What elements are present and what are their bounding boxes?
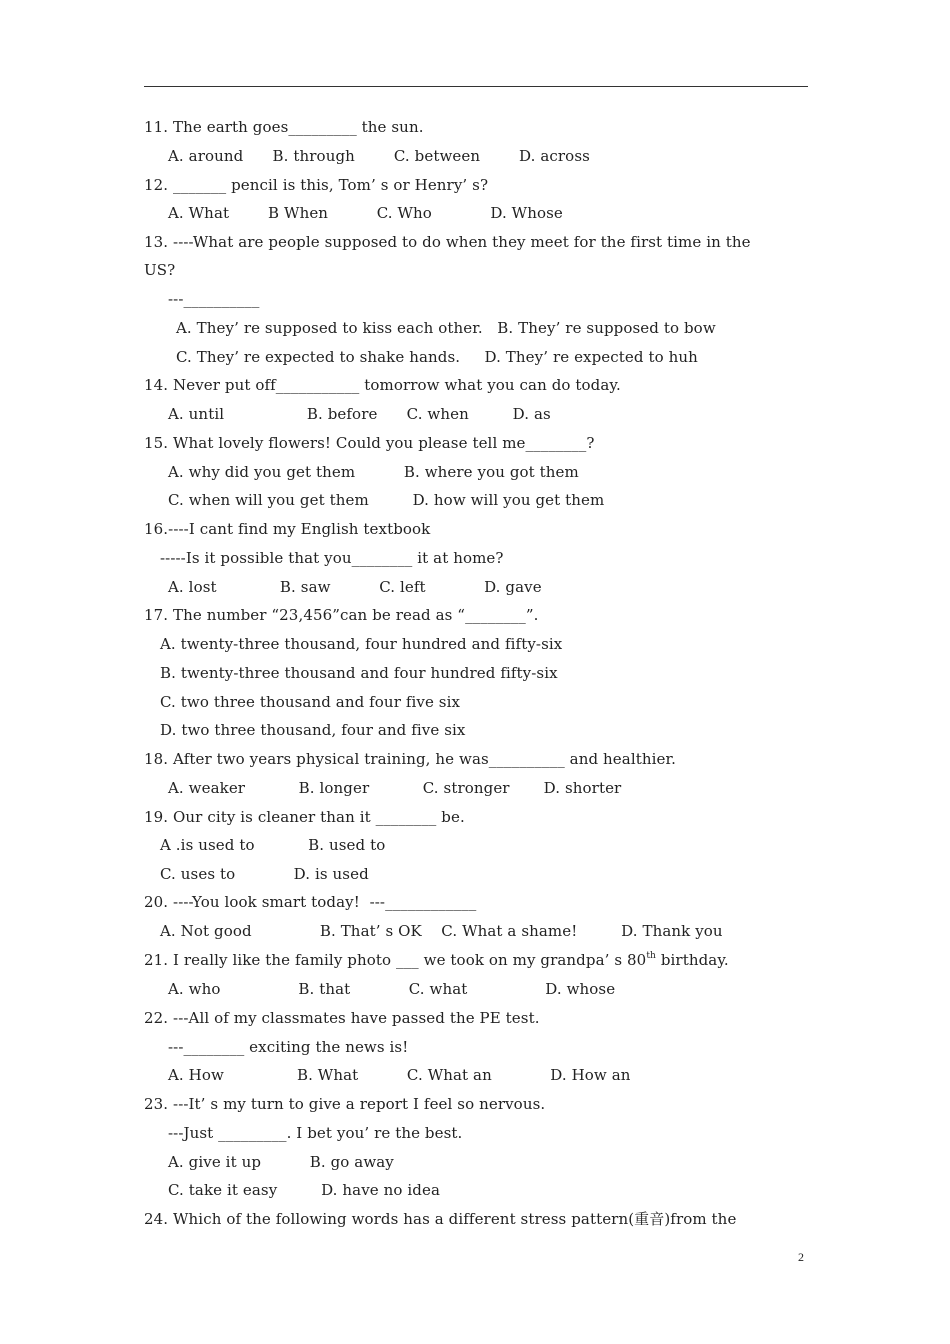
question-15-options-ab: A. why did you get them B. where you got them <box>168 463 579 481</box>
question-23-options-ab: A. give it up B. go away <box>168 1153 394 1171</box>
question-15-options-cd: C. when will you get them D. how will you get them <box>168 491 605 509</box>
question-11: 11. The earth goes_________ the sun. <box>144 118 424 136</box>
question-15: 15. What lovely flowers! Could you please tell me________? <box>144 434 595 452</box>
header-rule <box>144 86 808 87</box>
question-21-text: 21. I really like the family photo ___ we took on my grandpa’ s 80 <box>144 951 647 969</box>
question-17-option-d: D. two three thousand, four and five six <box>160 721 466 739</box>
question-14: 14. Never put off___________ tomorrow what you can do today. <box>144 376 621 394</box>
ordinal-suffix: th <box>646 951 656 961</box>
question-23: 23. ---It’ s my turn to give a report I feel so nervous. <box>144 1095 546 1113</box>
question-18: 18. After two years physical training, he was__________ and healthier. <box>144 750 676 768</box>
question-11-options: A. around B. through C. between D. across <box>168 147 590 165</box>
question-22: 22. ---All of my classmates have passed the PE test. <box>144 1009 540 1027</box>
question-17-option-b: B. twenty-three thousand and four hundred fifty-six <box>160 664 558 682</box>
question-22-options: A. How B. What C. What an D. How an <box>168 1066 631 1084</box>
question-20-options: A. Not good B. That’ s OK C. What a shame! D. Thank you <box>160 922 723 940</box>
question-13-answer-blank: ---__________ <box>168 290 260 308</box>
question-24: 24. Which of the following words has a different stress pattern(重音)from the <box>144 1210 737 1228</box>
question-23-continuation: ---Just _________. I bet you’ re the best. <box>168 1124 463 1142</box>
question-23-options-cd: C. take it easy D. have no idea <box>168 1181 441 1199</box>
page-number: 2 <box>798 1250 804 1264</box>
question-20: 20. ----You look smart today! ---____________ <box>144 893 477 911</box>
question-21-options: A. who B. that C. what D. whose <box>168 980 616 998</box>
question-16: 16.----I cant find my English textbook <box>144 520 431 538</box>
question-13-options-ab: A. They’ re supposed to kiss each other. B. They’ re supposed to bow <box>176 319 716 337</box>
question-21 <box>144 951 729 969</box>
question-19-options-ab: A .is used to B. used to <box>160 836 386 854</box>
question-12: 12. _______ pencil is this, Tom’ s or Henry’ s? <box>144 176 489 194</box>
question-17: 17. The number “23,456”can be read as “________”. <box>144 606 539 624</box>
question-12-options: A. What B When C. Who D. Whose <box>168 204 563 222</box>
question-13-continuation: US? <box>144 261 176 279</box>
question-16-continuation: -----Is it possible that you________ it at home? <box>160 549 504 567</box>
question-17-option-a: A. twenty-three thousand, four hundred and fifty-six <box>160 635 563 653</box>
question-17-option-c: C. two three thousand and four five six <box>160 693 461 711</box>
question-19-options-cd: C. uses to D. is used <box>160 865 369 883</box>
question-22-continuation: ---________ exciting the news is! <box>168 1038 409 1056</box>
question-14-options: A. until B. before C. when D. as <box>168 405 551 423</box>
question-21-text-end: birthday. <box>655 951 729 969</box>
question-16-options: A. lost B. saw C. left D. gave <box>168 578 542 596</box>
question-13: 13. ----What are people supposed to do when they meet for the first time in the <box>144 233 751 251</box>
question-18-options: A. weaker B. longer C. stronger D. shorter <box>168 779 622 797</box>
question-13-options-cd: C. They’ re expected to shake hands. D. They’ re expected to huh <box>176 348 698 366</box>
question-19: 19. Our city is cleaner than it ________ be. <box>144 808 465 826</box>
